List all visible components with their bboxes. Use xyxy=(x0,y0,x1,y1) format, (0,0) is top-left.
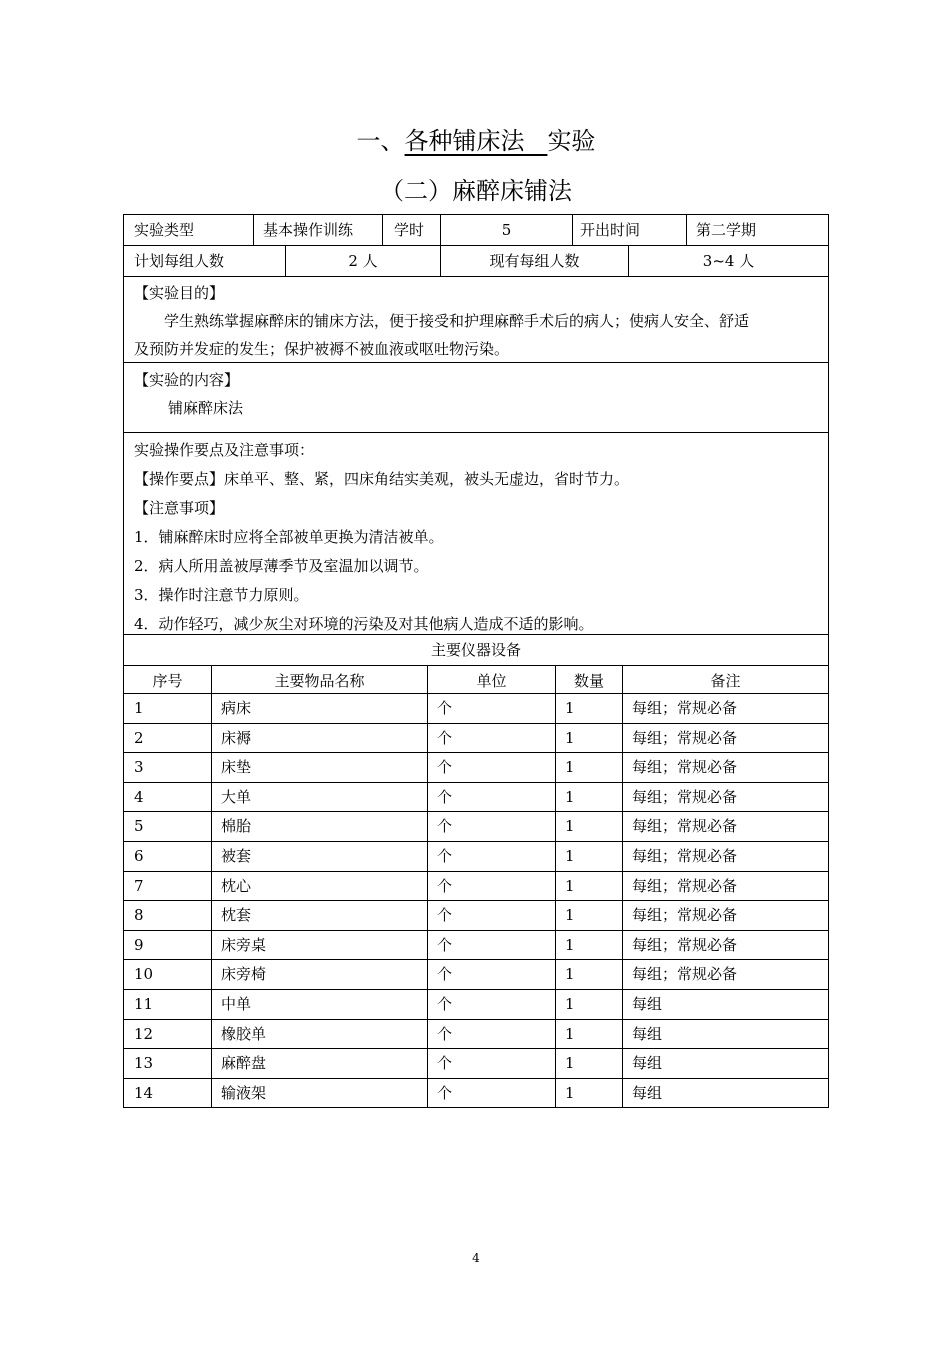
cell-qty: 1 xyxy=(565,1084,575,1102)
row-divider xyxy=(124,1078,828,1079)
cell-qty: 1 xyxy=(565,699,575,717)
col-header-note: 备注 xyxy=(710,672,741,690)
cell-qty: 1 xyxy=(565,965,575,983)
col-divider xyxy=(253,215,254,245)
cell-name: 床褥 xyxy=(221,729,252,747)
row-divider xyxy=(124,245,828,246)
cell-unit: 个 xyxy=(437,1084,453,1102)
cell-name: 麻醉盘 xyxy=(221,1054,267,1072)
row-divider xyxy=(124,752,828,753)
purpose-section xyxy=(134,279,818,363)
operations-points: 【操作要点】床单平、整、紧，四床角结实美观，被头无虚边，省时节力。 xyxy=(134,470,630,488)
note-item: 2．病人所用盖被厚薄季节及室温加以调节。 xyxy=(134,557,429,575)
row-divider xyxy=(124,811,828,812)
cell-note: 每组；常规必备 xyxy=(632,877,738,895)
cell-name: 大单 xyxy=(221,788,252,806)
hours-label: 学时 xyxy=(394,221,425,239)
row-divider xyxy=(124,989,828,990)
term-value: 第二学期 xyxy=(696,221,757,239)
cell-qty: 1 xyxy=(565,936,575,954)
cell-unit: 个 xyxy=(437,1054,453,1072)
plan-value: 2 人 xyxy=(348,252,378,270)
cell-unit: 个 xyxy=(437,758,453,776)
col-header-qty: 数量 xyxy=(573,672,604,690)
row-divider xyxy=(124,665,828,666)
title-underline-gap xyxy=(525,127,548,155)
title-suffix: 实验 xyxy=(547,127,596,155)
cell-no: 9 xyxy=(134,936,144,954)
cell-qty: 1 xyxy=(565,1025,575,1043)
row-divider xyxy=(124,841,828,842)
cell-unit: 个 xyxy=(437,817,453,835)
purpose-line-2: 及预防并发症的发生；保护被褥不被血液或呕吐物污染。 xyxy=(134,340,510,358)
row-divider xyxy=(124,432,828,433)
cell-note: 每组；常规必备 xyxy=(632,817,738,835)
content-section xyxy=(134,366,818,422)
page-title xyxy=(0,124,952,158)
cell-note: 每组；常规必备 xyxy=(632,965,738,983)
cell-name: 枕套 xyxy=(221,906,252,924)
cell-unit: 个 xyxy=(437,847,453,865)
title-prefix: 一、 xyxy=(356,127,405,155)
cell-name: 枕心 xyxy=(221,877,252,895)
term-label: 开出时间 xyxy=(580,221,641,239)
cell-no: 7 xyxy=(134,877,144,895)
cell-note: 每组；常规必备 xyxy=(632,758,738,776)
cell-no: 3 xyxy=(134,758,144,776)
cell-qty: 1 xyxy=(565,817,575,835)
col-divider xyxy=(382,215,383,245)
row-divider xyxy=(124,959,828,960)
cell-note: 每组；常规必备 xyxy=(632,788,738,806)
col-divider xyxy=(555,665,556,1107)
cell-note: 每组 xyxy=(632,1025,663,1043)
row-divider xyxy=(124,930,828,931)
cell-unit: 个 xyxy=(437,965,453,983)
row-divider xyxy=(124,782,828,783)
col-divider xyxy=(572,215,573,245)
hours-value: 5 xyxy=(501,221,512,239)
content-heading: 【实验的内容】 xyxy=(134,371,240,389)
purpose-heading: 【实验目的】 xyxy=(134,284,225,302)
page-number: 4 xyxy=(472,1251,480,1265)
cell-unit: 个 xyxy=(437,788,453,806)
current-label: 现有每组人数 xyxy=(489,252,580,270)
cell-name: 中单 xyxy=(221,995,252,1013)
cell-name: 床旁桌 xyxy=(221,936,267,954)
row-divider xyxy=(124,1048,828,1049)
plan-label: 计划每组人数 xyxy=(134,252,225,270)
col-divider xyxy=(211,665,212,1107)
cell-no: 10 xyxy=(134,965,154,983)
page-subtitle: （二）麻醉床铺法 xyxy=(380,177,572,205)
cell-no: 2 xyxy=(134,729,144,747)
cell-unit: 个 xyxy=(437,729,453,747)
type-label: 实验类型 xyxy=(134,221,195,239)
cell-note: 每组；常规必备 xyxy=(632,847,738,865)
cell-name: 病床 xyxy=(221,699,252,717)
note-item: 3．操作时注意节力原则。 xyxy=(134,586,309,604)
purpose-line-1: 学生熟练掌握麻醉床的铺床方法，便于接受和护理麻醉手术后的病人；使病人安全、舒适 xyxy=(164,312,750,330)
col-header-unit: 单位 xyxy=(476,672,507,690)
type-value: 基本操作训练 xyxy=(263,221,354,239)
cell-unit: 个 xyxy=(437,995,453,1013)
cell-note: 每组；常规必备 xyxy=(632,699,738,717)
col-header-no: 序号 xyxy=(152,672,183,690)
cell-note: 每组；常规必备 xyxy=(632,906,738,924)
cell-unit: 个 xyxy=(437,877,453,895)
col-divider xyxy=(427,665,428,1107)
cell-no: 5 xyxy=(134,817,144,835)
cell-note: 每组；常规必备 xyxy=(632,936,738,954)
cell-no: 4 xyxy=(134,788,144,806)
cell-unit: 个 xyxy=(437,906,453,924)
col-divider xyxy=(622,665,623,1107)
cell-qty: 1 xyxy=(565,758,575,776)
cell-qty: 1 xyxy=(565,847,575,865)
col-divider xyxy=(686,215,687,245)
title-underlined: 各种铺床法 xyxy=(404,127,525,155)
cell-no: 12 xyxy=(134,1025,154,1043)
cell-name: 床垫 xyxy=(221,758,252,776)
cell-name: 床旁椅 xyxy=(221,965,267,983)
cell-unit: 个 xyxy=(437,699,453,717)
cell-no: 14 xyxy=(134,1084,154,1102)
cell-note: 每组；常规必备 xyxy=(632,729,738,747)
row-divider xyxy=(124,871,828,872)
cell-no: 11 xyxy=(134,995,154,1013)
current-value: 3~4 人 xyxy=(702,252,755,270)
row-divider xyxy=(124,693,828,694)
operations-heading: 实验操作要点及注意事项： xyxy=(134,441,315,459)
cell-name: 橡胶单 xyxy=(221,1025,267,1043)
equipment-title: 主要仪器设备 xyxy=(430,641,521,659)
cell-qty: 1 xyxy=(565,788,575,806)
cell-no: 1 xyxy=(134,699,144,717)
cell-name: 输液架 xyxy=(221,1084,267,1102)
row-divider xyxy=(124,900,828,901)
cell-qty: 1 xyxy=(565,995,575,1013)
note-item: 1．铺麻醉床时应将全部被单更换为清洁被单。 xyxy=(134,528,444,546)
row-divider xyxy=(124,276,828,277)
cell-note: 每组 xyxy=(632,995,663,1013)
operations-section xyxy=(134,436,818,639)
cell-note: 每组 xyxy=(632,1054,663,1072)
cell-qty: 1 xyxy=(565,729,575,747)
experiment-sheet xyxy=(123,214,829,1108)
cell-no: 13 xyxy=(134,1054,154,1072)
row-divider xyxy=(124,723,828,724)
cell-qty: 1 xyxy=(565,906,575,924)
row-divider xyxy=(124,1019,828,1020)
cell-name: 棉胎 xyxy=(221,817,252,835)
content-text: 铺麻醉床法 xyxy=(168,399,244,417)
col-header-name: 主要物品名称 xyxy=(274,672,365,690)
notes-heading: 【注意事项】 xyxy=(134,499,225,517)
cell-qty: 1 xyxy=(565,877,575,895)
cell-name: 被套 xyxy=(221,847,252,865)
cell-unit: 个 xyxy=(437,1025,453,1043)
cell-note: 每组 xyxy=(632,1084,663,1102)
note-item: 4．动作轻巧，减少灰尘对环境的污染及对其他病人造成不适的影响。 xyxy=(134,615,594,633)
cell-qty: 1 xyxy=(565,1054,575,1072)
cell-no: 8 xyxy=(134,906,144,924)
cell-unit: 个 xyxy=(437,936,453,954)
cell-no: 6 xyxy=(134,847,144,865)
